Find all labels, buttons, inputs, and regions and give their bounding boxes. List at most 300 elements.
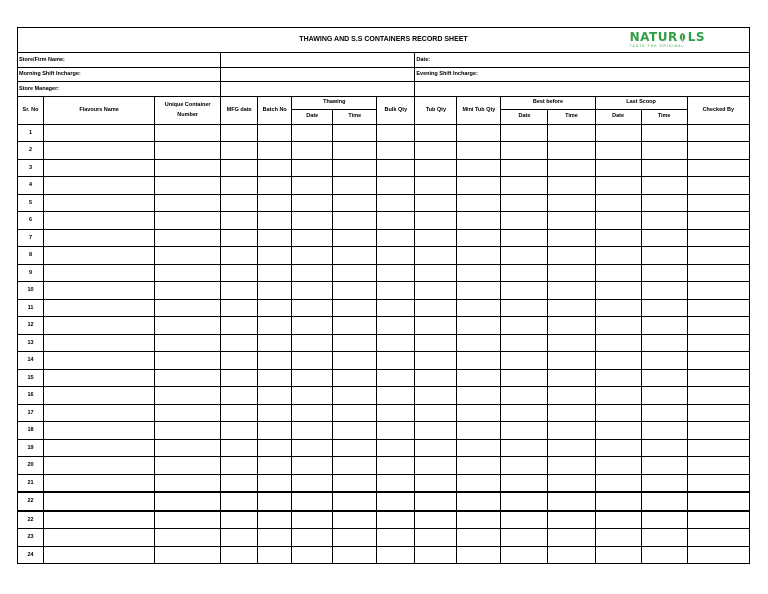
tub-qty-cell[interactable] (415, 177, 457, 195)
container-number-cell[interactable] (155, 317, 221, 335)
mini-tub-qty-cell[interactable] (457, 317, 501, 335)
thawing-time-cell[interactable] (333, 457, 377, 475)
mini-tub-qty-cell[interactable] (457, 369, 501, 387)
batch-no-cell[interactable] (258, 247, 292, 265)
mfg-date-cell[interactable] (221, 492, 258, 511)
best-before-time-cell[interactable] (548, 334, 595, 352)
best-before-time-cell[interactable] (548, 387, 595, 405)
tub-qty-cell[interactable] (415, 194, 457, 212)
mini-tub-qty-cell[interactable] (457, 194, 501, 212)
container-number-cell[interactable] (155, 194, 221, 212)
bulk-qty-cell[interactable] (377, 159, 415, 177)
flavour-cell[interactable] (44, 422, 155, 440)
thawing-time-cell[interactable] (333, 282, 377, 300)
checked-by-cell[interactable] (687, 177, 749, 195)
last-scoop-date-cell[interactable] (595, 299, 641, 317)
batch-no-cell[interactable] (258, 282, 292, 300)
mfg-date-cell[interactable] (221, 194, 258, 212)
checked-by-cell[interactable] (687, 334, 749, 352)
best-before-date-cell[interactable] (501, 511, 548, 529)
mfg-date-cell[interactable] (221, 142, 258, 160)
last-scoop-time-cell[interactable] (641, 474, 687, 492)
last-scoop-time-cell[interactable] (641, 546, 687, 564)
batch-no-cell[interactable] (258, 334, 292, 352)
thawing-time-cell[interactable] (333, 439, 377, 457)
best-before-date-cell[interactable] (501, 317, 548, 335)
flavour-cell[interactable] (44, 369, 155, 387)
last-scoop-date-cell[interactable] (595, 264, 641, 282)
last-scoop-date-cell[interactable] (595, 492, 641, 511)
batch-no-cell[interactable] (258, 159, 292, 177)
checked-by-cell[interactable] (687, 299, 749, 317)
thawing-time-cell[interactable] (333, 247, 377, 265)
container-number-cell[interactable] (155, 264, 221, 282)
mini-tub-qty-cell[interactable] (457, 142, 501, 160)
tub-qty-cell[interactable] (415, 264, 457, 282)
container-number-cell[interactable] (155, 404, 221, 422)
best-before-time-cell[interactable] (548, 124, 595, 142)
tub-qty-cell[interactable] (415, 492, 457, 511)
best-before-time-cell[interactable] (548, 369, 595, 387)
mfg-date-cell[interactable] (221, 159, 258, 177)
thawing-date-cell[interactable] (292, 334, 333, 352)
last-scoop-date-cell[interactable] (595, 194, 641, 212)
thawing-time-cell[interactable] (333, 299, 377, 317)
tub-qty-cell[interactable] (415, 439, 457, 457)
checked-by-cell[interactable] (687, 124, 749, 142)
thawing-date-cell[interactable] (292, 124, 333, 142)
thawing-date-cell[interactable] (292, 529, 333, 547)
mfg-date-cell[interactable] (221, 282, 258, 300)
last-scoop-date-cell[interactable] (595, 422, 641, 440)
flavour-cell[interactable] (44, 229, 155, 247)
mini-tub-qty-cell[interactable] (457, 546, 501, 564)
mfg-date-cell[interactable] (221, 352, 258, 370)
best-before-date-cell[interactable] (501, 457, 548, 475)
last-scoop-date-cell[interactable] (595, 352, 641, 370)
container-number-cell[interactable] (155, 457, 221, 475)
flavour-cell[interactable] (44, 492, 155, 511)
thawing-time-cell[interactable] (333, 369, 377, 387)
best-before-date-cell[interactable] (501, 194, 548, 212)
last-scoop-time-cell[interactable] (641, 422, 687, 440)
mini-tub-qty-cell[interactable] (457, 124, 501, 142)
container-number-cell[interactable] (155, 546, 221, 564)
thawing-time-cell[interactable] (333, 142, 377, 160)
mfg-date-cell[interactable] (221, 317, 258, 335)
bulk-qty-cell[interactable] (377, 282, 415, 300)
bulk-qty-cell[interactable] (377, 247, 415, 265)
batch-no-cell[interactable] (258, 194, 292, 212)
bulk-qty-cell[interactable] (377, 124, 415, 142)
flavour-cell[interactable] (44, 212, 155, 230)
bulk-qty-cell[interactable] (377, 317, 415, 335)
bulk-qty-cell[interactable] (377, 369, 415, 387)
last-scoop-time-cell[interactable] (641, 247, 687, 265)
container-number-cell[interactable] (155, 511, 221, 529)
tub-qty-cell[interactable] (415, 334, 457, 352)
container-number-cell[interactable] (155, 247, 221, 265)
checked-by-cell[interactable] (687, 159, 749, 177)
mfg-date-cell[interactable] (221, 457, 258, 475)
mini-tub-qty-cell[interactable] (457, 212, 501, 230)
checked-by-cell[interactable] (687, 229, 749, 247)
mfg-date-cell[interactable] (221, 334, 258, 352)
bulk-qty-cell[interactable] (377, 177, 415, 195)
thawing-time-cell[interactable] (333, 212, 377, 230)
bulk-qty-cell[interactable] (377, 492, 415, 511)
container-number-cell[interactable] (155, 387, 221, 405)
flavour-cell[interactable] (44, 317, 155, 335)
mini-tub-qty-cell[interactable] (457, 457, 501, 475)
thawing-time-cell[interactable] (333, 264, 377, 282)
best-before-time-cell[interactable] (548, 404, 595, 422)
last-scoop-date-cell[interactable] (595, 317, 641, 335)
bulk-qty-cell[interactable] (377, 299, 415, 317)
best-before-date-cell[interactable] (501, 474, 548, 492)
thawing-date-cell[interactable] (292, 387, 333, 405)
batch-no-cell[interactable] (258, 457, 292, 475)
mini-tub-qty-cell[interactable] (457, 404, 501, 422)
flavour-cell[interactable] (44, 124, 155, 142)
last-scoop-time-cell[interactable] (641, 492, 687, 511)
batch-no-cell[interactable] (258, 264, 292, 282)
thawing-date-cell[interactable] (292, 546, 333, 564)
thawing-time-cell[interactable] (333, 334, 377, 352)
thawing-time-cell[interactable] (333, 474, 377, 492)
checked-by-cell[interactable] (687, 142, 749, 160)
mini-tub-qty-cell[interactable] (457, 511, 501, 529)
flavour-cell[interactable] (44, 264, 155, 282)
mfg-date-cell[interactable] (221, 439, 258, 457)
mini-tub-qty-cell[interactable] (457, 492, 501, 511)
batch-no-cell[interactable] (258, 546, 292, 564)
best-before-time-cell[interactable] (548, 529, 595, 547)
thawing-date-cell[interactable] (292, 422, 333, 440)
last-scoop-date-cell[interactable] (595, 247, 641, 265)
last-scoop-date-cell[interactable] (595, 142, 641, 160)
best-before-date-cell[interactable] (501, 229, 548, 247)
mini-tub-qty-cell[interactable] (457, 264, 501, 282)
last-scoop-date-cell[interactable] (595, 457, 641, 475)
last-scoop-time-cell[interactable] (641, 159, 687, 177)
container-number-cell[interactable] (155, 124, 221, 142)
last-scoop-date-cell[interactable] (595, 369, 641, 387)
thawing-time-cell[interactable] (333, 194, 377, 212)
last-scoop-time-cell[interactable] (641, 334, 687, 352)
bulk-qty-cell[interactable] (377, 334, 415, 352)
last-scoop-time-cell[interactable] (641, 457, 687, 475)
best-before-time-cell[interactable] (548, 247, 595, 265)
last-scoop-date-cell[interactable] (595, 282, 641, 300)
mfg-date-cell[interactable] (221, 369, 258, 387)
container-number-cell[interactable] (155, 299, 221, 317)
best-before-date-cell[interactable] (501, 159, 548, 177)
best-before-date-cell[interactable] (501, 177, 548, 195)
checked-by-cell[interactable] (687, 546, 749, 564)
best-before-time-cell[interactable] (548, 177, 595, 195)
best-before-date-cell[interactable] (501, 369, 548, 387)
thawing-time-cell[interactable] (333, 492, 377, 511)
bulk-qty-cell[interactable] (377, 142, 415, 160)
flavour-cell[interactable] (44, 334, 155, 352)
best-before-date-cell[interactable] (501, 299, 548, 317)
best-before-time-cell[interactable] (548, 159, 595, 177)
thawing-time-cell[interactable] (333, 529, 377, 547)
thawing-time-cell[interactable] (333, 124, 377, 142)
checked-by-cell[interactable] (687, 457, 749, 475)
best-before-date-cell[interactable] (501, 439, 548, 457)
mfg-date-cell[interactable] (221, 511, 258, 529)
thawing-date-cell[interactable] (292, 264, 333, 282)
thawing-date-cell[interactable] (292, 317, 333, 335)
container-number-cell[interactable] (155, 439, 221, 457)
mfg-date-cell[interactable] (221, 422, 258, 440)
checked-by-cell[interactable] (687, 194, 749, 212)
flavour-cell[interactable] (44, 474, 155, 492)
tub-qty-cell[interactable] (415, 546, 457, 564)
thawing-time-cell[interactable] (333, 177, 377, 195)
best-before-time-cell[interactable] (548, 282, 595, 300)
best-before-date-cell[interactable] (501, 282, 548, 300)
container-number-cell[interactable] (155, 474, 221, 492)
batch-no-cell[interactable] (258, 369, 292, 387)
tub-qty-cell[interactable] (415, 229, 457, 247)
mini-tub-qty-cell[interactable] (457, 247, 501, 265)
thawing-time-cell[interactable] (333, 317, 377, 335)
bulk-qty-cell[interactable] (377, 529, 415, 547)
flavour-cell[interactable] (44, 247, 155, 265)
store-firm-field[interactable] (221, 53, 415, 68)
best-before-time-cell[interactable] (548, 352, 595, 370)
batch-no-cell[interactable] (258, 212, 292, 230)
container-number-cell[interactable] (155, 282, 221, 300)
checked-by-cell[interactable] (687, 212, 749, 230)
tub-qty-cell[interactable] (415, 511, 457, 529)
last-scoop-time-cell[interactable] (641, 404, 687, 422)
container-number-cell[interactable] (155, 529, 221, 547)
mfg-date-cell[interactable] (221, 529, 258, 547)
bulk-qty-cell[interactable] (377, 404, 415, 422)
batch-no-cell[interactable] (258, 529, 292, 547)
thawing-date-cell[interactable] (292, 369, 333, 387)
store-manager-field[interactable] (221, 82, 415, 97)
mfg-date-cell[interactable] (221, 177, 258, 195)
checked-by-cell[interactable] (687, 369, 749, 387)
batch-no-cell[interactable] (258, 511, 292, 529)
bulk-qty-cell[interactable] (377, 457, 415, 475)
bulk-qty-cell[interactable] (377, 387, 415, 405)
last-scoop-time-cell[interactable] (641, 212, 687, 230)
container-number-cell[interactable] (155, 352, 221, 370)
mini-tub-qty-cell[interactable] (457, 299, 501, 317)
bulk-qty-cell[interactable] (377, 194, 415, 212)
batch-no-cell[interactable] (258, 142, 292, 160)
tub-qty-cell[interactable] (415, 474, 457, 492)
morning-shift-field[interactable] (221, 67, 415, 82)
best-before-time-cell[interactable] (548, 511, 595, 529)
tub-qty-cell[interactable] (415, 159, 457, 177)
tub-qty-cell[interactable] (415, 404, 457, 422)
mini-tub-qty-cell[interactable] (457, 282, 501, 300)
flavour-cell[interactable] (44, 159, 155, 177)
container-number-cell[interactable] (155, 142, 221, 160)
thawing-date-cell[interactable] (292, 404, 333, 422)
batch-no-cell[interactable] (258, 229, 292, 247)
thawing-date-cell[interactable] (292, 352, 333, 370)
thawing-date-cell[interactable] (292, 492, 333, 511)
batch-no-cell[interactable] (258, 352, 292, 370)
batch-no-cell[interactable] (258, 474, 292, 492)
last-scoop-date-cell[interactable] (595, 229, 641, 247)
container-number-cell[interactable] (155, 369, 221, 387)
thawing-date-cell[interactable] (292, 142, 333, 160)
last-scoop-time-cell[interactable] (641, 194, 687, 212)
thawing-date-cell[interactable] (292, 247, 333, 265)
last-scoop-time-cell[interactable] (641, 369, 687, 387)
thawing-date-cell[interactable] (292, 299, 333, 317)
thawing-time-cell[interactable] (333, 546, 377, 564)
flavour-cell[interactable] (44, 387, 155, 405)
mini-tub-qty-cell[interactable] (457, 529, 501, 547)
thawing-date-cell[interactable] (292, 474, 333, 492)
last-scoop-time-cell[interactable] (641, 142, 687, 160)
last-scoop-time-cell[interactable] (641, 229, 687, 247)
thawing-date-cell[interactable] (292, 194, 333, 212)
best-before-date-cell[interactable] (501, 404, 548, 422)
best-before-date-cell[interactable] (501, 334, 548, 352)
container-number-cell[interactable] (155, 492, 221, 511)
checked-by-cell[interactable] (687, 404, 749, 422)
last-scoop-date-cell[interactable] (595, 529, 641, 547)
best-before-time-cell[interactable] (548, 457, 595, 475)
mfg-date-cell[interactable] (221, 546, 258, 564)
mini-tub-qty-cell[interactable] (457, 439, 501, 457)
best-before-date-cell[interactable] (501, 492, 548, 511)
checked-by-cell[interactable] (687, 439, 749, 457)
bulk-qty-cell[interactable] (377, 264, 415, 282)
flavour-cell[interactable] (44, 529, 155, 547)
container-number-cell[interactable] (155, 422, 221, 440)
last-scoop-date-cell[interactable] (595, 124, 641, 142)
bulk-qty-cell[interactable] (377, 439, 415, 457)
tub-qty-cell[interactable] (415, 352, 457, 370)
checked-by-cell[interactable] (687, 387, 749, 405)
best-before-time-cell[interactable] (548, 317, 595, 335)
checked-by-cell[interactable] (687, 264, 749, 282)
bulk-qty-cell[interactable] (377, 229, 415, 247)
best-before-time-cell[interactable] (548, 212, 595, 230)
checked-by-cell[interactable] (687, 529, 749, 547)
mini-tub-qty-cell[interactable] (457, 177, 501, 195)
mfg-date-cell[interactable] (221, 212, 258, 230)
best-before-time-cell[interactable] (548, 492, 595, 511)
last-scoop-date-cell[interactable] (595, 212, 641, 230)
best-before-time-cell[interactable] (548, 474, 595, 492)
tub-qty-cell[interactable] (415, 457, 457, 475)
best-before-date-cell[interactable] (501, 124, 548, 142)
last-scoop-date-cell[interactable] (595, 474, 641, 492)
thawing-date-cell[interactable] (292, 439, 333, 457)
checked-by-cell[interactable] (687, 422, 749, 440)
best-before-time-cell[interactable] (548, 422, 595, 440)
checked-by-cell[interactable] (687, 317, 749, 335)
batch-no-cell[interactable] (258, 404, 292, 422)
tub-qty-cell[interactable] (415, 124, 457, 142)
tub-qty-cell[interactable] (415, 212, 457, 230)
mini-tub-qty-cell[interactable] (457, 352, 501, 370)
mfg-date-cell[interactable] (221, 124, 258, 142)
tub-qty-cell[interactable] (415, 247, 457, 265)
checked-by-cell[interactable] (687, 511, 749, 529)
tub-qty-cell[interactable] (415, 422, 457, 440)
last-scoop-time-cell[interactable] (641, 317, 687, 335)
tub-qty-cell[interactable] (415, 387, 457, 405)
last-scoop-date-cell[interactable] (595, 387, 641, 405)
container-number-cell[interactable] (155, 229, 221, 247)
tub-qty-cell[interactable] (415, 369, 457, 387)
checked-by-cell[interactable] (687, 352, 749, 370)
mfg-date-cell[interactable] (221, 247, 258, 265)
batch-no-cell[interactable] (258, 299, 292, 317)
thawing-date-cell[interactable] (292, 457, 333, 475)
container-number-cell[interactable] (155, 177, 221, 195)
mfg-date-cell[interactable] (221, 474, 258, 492)
bulk-qty-cell[interactable] (377, 474, 415, 492)
last-scoop-date-cell[interactable] (595, 159, 641, 177)
mfg-date-cell[interactable] (221, 229, 258, 247)
best-before-time-cell[interactable] (548, 229, 595, 247)
thawing-time-cell[interactable] (333, 352, 377, 370)
mfg-date-cell[interactable] (221, 404, 258, 422)
thawing-date-cell[interactable] (292, 511, 333, 529)
mini-tub-qty-cell[interactable] (457, 474, 501, 492)
last-scoop-time-cell[interactable] (641, 282, 687, 300)
checked-by-cell[interactable] (687, 474, 749, 492)
batch-no-cell[interactable] (258, 439, 292, 457)
last-scoop-time-cell[interactable] (641, 124, 687, 142)
mini-tub-qty-cell[interactable] (457, 422, 501, 440)
checked-by-cell[interactable] (687, 492, 749, 511)
thawing-date-cell[interactable] (292, 229, 333, 247)
mfg-date-cell[interactable] (221, 299, 258, 317)
mini-tub-qty-cell[interactable] (457, 159, 501, 177)
mini-tub-qty-cell[interactable] (457, 387, 501, 405)
flavour-cell[interactable] (44, 299, 155, 317)
container-number-cell[interactable] (155, 212, 221, 230)
batch-no-cell[interactable] (258, 422, 292, 440)
bulk-qty-cell[interactable] (377, 352, 415, 370)
flavour-cell[interactable] (44, 282, 155, 300)
last-scoop-time-cell[interactable] (641, 439, 687, 457)
best-before-time-cell[interactable] (548, 142, 595, 160)
mfg-date-cell[interactable] (221, 264, 258, 282)
batch-no-cell[interactable] (258, 317, 292, 335)
flavour-cell[interactable] (44, 404, 155, 422)
bulk-qty-cell[interactable] (377, 422, 415, 440)
last-scoop-time-cell[interactable] (641, 177, 687, 195)
last-scoop-date-cell[interactable] (595, 439, 641, 457)
batch-no-cell[interactable] (258, 387, 292, 405)
last-scoop-time-cell[interactable] (641, 352, 687, 370)
batch-no-cell[interactable] (258, 124, 292, 142)
thawing-date-cell[interactable] (292, 177, 333, 195)
mfg-date-cell[interactable] (221, 387, 258, 405)
last-scoop-date-cell[interactable] (595, 546, 641, 564)
checked-by-cell[interactable] (687, 282, 749, 300)
tub-qty-cell[interactable] (415, 299, 457, 317)
thawing-date-cell[interactable] (292, 159, 333, 177)
